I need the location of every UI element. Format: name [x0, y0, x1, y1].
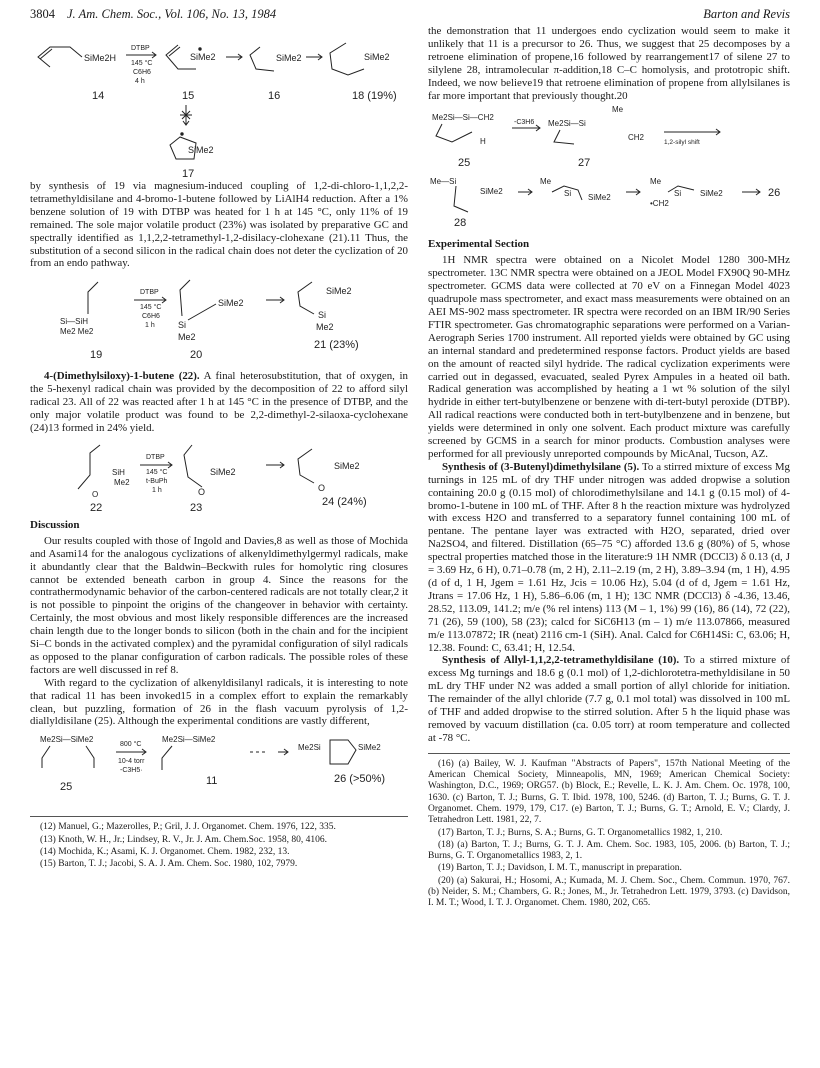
label-19: 19	[90, 349, 103, 362]
label-28: 28	[454, 217, 467, 230]
structure-24	[298, 449, 314, 483]
scheme5-h: H	[480, 137, 486, 147]
scheme2-mid-si2: Si	[178, 320, 187, 331]
structure-14	[38, 47, 82, 67]
structure-23	[184, 445, 202, 487]
footnote: (15) Barton, T. J.; Jacobi, S. A. J. Am. Chem. Soc. 1980, 102, 7979.	[40, 859, 298, 870]
label-20: 20	[190, 349, 203, 362]
scheme1-silyl-b: SiMe2	[276, 53, 302, 63]
label-22: 22	[90, 501, 103, 513]
scheme5-row2-i: •CH2	[650, 199, 669, 209]
scheme2-reactant-me: Me2 Me2	[60, 327, 94, 337]
label-16: 16	[268, 90, 281, 102]
footnotes-right	[428, 753, 790, 910]
footnote: (12) Manuel, G.; Mazerolles, P.; Gril, J. J. Organomet. Chem. 1976, 122, 335.	[40, 822, 336, 833]
scheme3-mid-si: SiMe2	[210, 466, 236, 477]
scheme1-cond-3: 4 h	[135, 78, 145, 85]
scheme2-cond-0: DTBP	[140, 289, 159, 297]
scheme-1	[30, 25, 408, 180]
scheme4-cond-2: -C3H5·	[120, 767, 143, 775]
scheme5-prod: Me2Si—Si	[548, 119, 586, 129]
paragraph: by synthesis of 19 via magnesium-induced coupling of 1,2-di-chloro-1,1,2,2-tetramethyldisilane and 4-bromo-1-butene followed by LiAlH4 reduction. After a 1% benzene solution of 19 with DTBP was heated for 1 h at 145 °C, only 11% of 19 remained. The sole major volatile product (23%) was isolated by preparative GC and spectrally identified as 1,1,2,2-tetramethyl-1,2-disilacy-clohexane (21).11 Thus, the substitution of a second silicon in the radical chain does not deter the cyclization of 20 from an endo pathway.	[30, 180, 408, 270]
footnote: (14) Mochida, K.; Asami, K. J. Organomet. Chem. 1982, 232, 13.	[40, 846, 290, 857]
structure-11	[162, 746, 172, 770]
structure-25	[42, 746, 94, 768]
scheme2-reactant-si: Si—SiH	[60, 317, 89, 327]
label-27: 27	[578, 157, 591, 170]
label-11: 11	[206, 775, 218, 788]
scheme5-prod-ch2: CH2	[628, 133, 645, 143]
label-17: 17	[182, 168, 195, 180]
scheme3-mid-o: O	[198, 486, 206, 497]
label-15: 15	[182, 90, 195, 102]
footnote: (16) (a) Bailey, W. J. Kaufman "Abstracts of Papers", 157th National Meeting of the American Chemical Society, Minneapolis, MN, 1969; American Chemical Society: Washington, D.C., 1969; ORG57. (b) Block, E.; Revelle, L. K. J. Am. Chem. Oc. 1978, 100, 1630. (c) Barton, T. J.; Burns, G. T. Ibid. 1978, 100, 5246. (d) Barton, T. J.; Burns, G. T. J. Organomet. Chem. 1979, 179, C17. (e) Barton, T. J.; Burns, G. T.; Arnold, E. V.; Clardy, J. Tetrahedron Lett. 1981, 22, 7.	[428, 758, 790, 826]
scheme5-shift: 1,2-silyl shift	[664, 139, 700, 147]
footnote: (13) Knoth, W. H., Jr.; Lindsey, R. V., Jr. J. Am. Chem.Soc. 1958, 80, 4106.	[40, 834, 327, 845]
paragraph: A final heterosubstitution, that of oxygen, in the 5-hexenyl radical chain was provided by the decomposition of 22 to afford silyl radical 23. All of 22 was reacted after 1 h at 145 °C in the presence of DTBP, and the only major volatile product was found to be 2,2-dimethyl-2-silaoxa-cyclohexane (24)13 formed in 24% yield.	[30, 370, 408, 434]
paragraph: Our results coupled with those of Ingold and Davies,8 as well as those of Mochida and Asami14 for the analogous cyclizations of alkenyldimethylgermyl radicals, make it abundantly clear that the Baldwin–Beckwith rules for homolytic ring closures cannot be extended beneath carbon in group 4. Since the reasons for the contrathermodynamic behavior of the carbon-centered radicals are not totally clear,2 it is not possible to pinpoint the origins of the changeover in behavior with certainty. Certainly, the most obvious and most likely responsible differences are the increased chain length due to the longer bonds to silicon (both in the chain and for the incipient Si–C bonds in the activated complex) and the pyramidal configuration of silyl radicals as opposed to the planar configuration of carbon radicals. The possible roles of these factors are well discussed in ref 8.	[30, 534, 408, 676]
scheme3-reactant-me: Me2	[114, 477, 130, 487]
left-column	[30, 25, 408, 872]
scheme3-reactant-o: O	[92, 489, 99, 499]
scheme5-row2-c: Me	[540, 177, 552, 187]
scheme4-cond-1: 10-4 torr	[118, 758, 145, 766]
scheme2-prod-me: Me2	[316, 322, 334, 333]
structure-26	[330, 740, 356, 764]
scheme5-row2-d: Si	[564, 189, 572, 199]
structure-19	[88, 282, 98, 314]
scheme-2	[30, 270, 408, 370]
paragraph: the demonstration that 11 undergoes endo cyclization would seem to make it unlikely that 11 is a precursor to 26. Thus, we suggest that 25 decomposes by a retroene elimination of propene,16 followed by rearrangement17 of silene 27 to silylene 28, intramolecular π-addition,18 C–C homolysis, and prototropic shift. Indeed, we now believe19 that retroene elimination of propene from allylsilanes is far more important that previously thought.20	[428, 25, 790, 102]
scheme3-prod-si: SiMe2	[334, 460, 360, 471]
scheme5-row2-g: Si	[674, 189, 682, 199]
paragraph: With regard to the cyclization of alkenyldisilanyl radicals, it is interesting to note that radical 11 has been invoked15 in a complex effort to explain the remarkably clean, but puzzling, formation of 26 in the flash vacuum pyrolysis of 1,2-diallyldisilane (25). Although the experimental conditions are vastly different,	[30, 676, 408, 728]
page-number: 3804	[30, 7, 55, 21]
right-column	[428, 25, 790, 911]
scheme2-cond-2: C6H6	[142, 313, 160, 321]
label-24: 24 (24%)	[322, 495, 367, 508]
scheme2-cond-1: 145 °C	[140, 304, 162, 312]
scheme1-cond-1: 145 °C	[131, 60, 153, 67]
footnote: (20) (a) Sakurai, H.; Hosomi, A.; Kumada, M. J. Chem. Soc., Chem. Commun. 1970, 767. (b) Neider, S. M.; Chambers, G. R.; Jones, M., Jr. Tetrahedron Lett. 1979, 3793. (c) Davidson, I. M. T.; Wood, I. T. J. Organomet. Chem. 1980, 202, C65.	[428, 875, 790, 909]
scheme4-mid: Me2Si—SiMe2	[162, 735, 216, 745]
structure-22	[78, 445, 100, 489]
scheme5-row2-a: Me—Si	[430, 177, 457, 187]
scheme2-cond-3: 1 h	[145, 322, 155, 330]
footnote: (18) (a) Barton, T. J.; Burns, G. T. J. Am. Chem. Soc. 1983, 105, 2006. (b) Barton, T. J.; Burns, G. T. Organometallics 1983, 2, 1.	[428, 839, 790, 862]
structure-25b	[436, 124, 472, 142]
scheme3-reactant-si: SiH	[112, 467, 125, 477]
scheme2-mid-si: SiMe2	[218, 298, 244, 309]
scheme1-silyl-a: SiMe2	[190, 52, 216, 62]
footnotes-left	[30, 816, 408, 870]
scheme4-prod-b: SiMe2	[358, 743, 381, 753]
scheme3-cond-2: t-BuPh	[146, 477, 168, 485]
scheme3-prod-o: O	[318, 482, 326, 493]
scheme4-prod-a: Me2Si	[298, 743, 321, 753]
structure-16	[250, 47, 274, 71]
label-25: 25	[60, 781, 73, 794]
section-heading: 4-(Dimethylsiloxy)-1-butene (22).	[44, 370, 200, 383]
structure-28	[454, 186, 468, 212]
scheme-3	[30, 435, 408, 513]
running-authors: Barton and Revis	[703, 7, 790, 21]
structure-20	[180, 280, 190, 316]
scheme5-reactant: Me2Si—Si—CH2	[432, 113, 494, 123]
scheme4-cond-0: 800 °C	[120, 741, 142, 749]
scheme5-row2-b: SiMe2	[480, 187, 503, 197]
scheme2-mid-me: Me2	[178, 332, 196, 343]
scheme1-cond-0: DTBP	[131, 45, 150, 52]
scheme5-cond: -C3H6	[514, 119, 535, 127]
paragraph: To a stirred mixture of excess Mg turnings in 125 mL of dry THF under nitrogen was added dropwise a solution containing 20.0 g (0.15 mol) of chlorodimethylsilane and 14.1 g (0.15 mol) of 4-bromo-1-butene in 100 mL of THF. After 8 h the reaction mixture was hydrolyzed with excess H2O and transferred to a separatory funnel containing 100 mL of pentane. The pentane layer was extracted with H2O, separated, dried over Na2SO4, and filtered. Distillation (65–75 °C) afforded 13.6 g (80%) of 5, whose spectral properties matched those in the literature:9 1H NMR (DCCl3) δ 0.13 (d, J = 3.69 Hz, 6 H), 0.71–0.78 (m, 2 H), 2.11–2.19 (m, 2 H), 3.89–3.94 (m, 1 H), 4.95 (d of d, 1 H, Jgem = 1.61 Hz, Jcis = 10.06 Hz), 5.04 (d of d, Jgem = 1.61 Hz, Jtrans = 17.06 Hz, 1 H), 5.86–6.06 (m, 1 H); 13C NMR (DCCl3) δ -4.36, 13.46, 28.52, 113.09, 141.2; m/e (% rel intens) 113 (M – 1, 1%) 99 (16), 86 (14), 72 (22), 71 (26), 59 (100), 58 (23); calcd for SiC6H13 (m – 1) m/e 113.07866, measured m/e 113.07872; IR (neat) 2116 cm-1 (SiH). Anal. Calcd for C6H14Si: C, 63.06; H, 12.38. Found: C, 63.41; H, 12.54.	[428, 460, 791, 654]
scheme2-prod-si2: Si	[318, 310, 327, 321]
paragraph: To a stirred mixture of excess Mg turnings and 18.6 g (0.1 mol) of 1,2-dichlorotetra-methyldisilane in 50 mL dry THF under N2 was added a small portion of allyl chloride for initiation. The remainder of the allyl chloride (7.7 g, 0.1 mol total) was dissolved in 100 mL of THF and added dropwise to the stirred solution. After 5 h the liquid phase was removed by vacuum distillation (ca. 0.05 torr) at room temperature and collected at -78 °C.	[428, 654, 791, 744]
structure-18	[330, 43, 364, 75]
scheme1-silyl-c: SiMe2	[364, 52, 390, 62]
scheme5-row2-j: 26	[768, 187, 781, 200]
structure-27	[554, 130, 574, 144]
scheme3-cond-3: 1 h	[152, 486, 162, 494]
scheme2-prod-si1: SiMe2	[326, 286, 352, 297]
subsection-heading: Synthesis of (3-Butenyl)dimethylsilane (5).	[442, 460, 640, 473]
subsection-heading: Synthesis of Allyl-1,1,2,2-tetramethyldisilane (10).	[442, 654, 680, 667]
scheme-5	[428, 102, 790, 232]
section-heading: Discussion	[30, 518, 80, 531]
section-heading: Experimental Section	[428, 238, 530, 251]
scheme3-cond-1: 145 °C	[146, 468, 168, 476]
label-21: 21 (23%)	[314, 339, 359, 352]
footnote: (17) Barton, T. J.; Burns, S. A.; Burns, G. T. Organometallics 1982, 1, 210.	[438, 827, 723, 838]
structure-21	[298, 282, 314, 314]
label-26: 26 (>50%)	[334, 773, 386, 786]
scheme1-cond-2: C6H6	[133, 69, 151, 76]
paragraph: 1H NMR spectra were obtained on a Nicolet Model 1280 300-MHz spectrometer. 13C NMR spectra were obtained on a JEOL Model FX90Q 90-MHz spectrometer. GCMS data were collected at 70 eV on a Finnegan Model 4023 quadrupole mass spectrometer, and exact mass measurements were obtained on an AEI MS-902 mass spectrometer. IR spectra were recorded on an IBM IR/90 Series FTIR spectrometer. Gas chromatographic separations were performed on a Varian-Aerograph Series 1700 instrument. All reported yields were obtained by GC using an internal standard and predetermined response factors. Product yields are based on the amount of reacted silyl hydride. The radical cyclization experiments were carried out in degassed, evacuated, sealed Pyrex Ampules in a heated oil bath. Radical generation was accomplished by heating a 1 wt % solution of the silyl hydride in either tert-butylbenzene or benzene with di-tert-butyl peroxide (DTBP). All radical reactions were conducted both in tert-butylbenzene and in benzene, but yields were determined in only one solvent. Each product mixture was carefully screened by GCMS in a search for minor products. Combustion analyses were performed for all previously unreported compounds by MicAnal, Tucson, AZ.	[428, 254, 790, 460]
scheme1-reactant-label: SiMe2H	[84, 53, 117, 63]
scheme3-cond-0: DTBP	[146, 453, 165, 461]
label-14: 14	[92, 90, 105, 102]
scheme5-row2-e: SiMe2	[588, 193, 611, 203]
page-header	[30, 7, 790, 25]
scheme5-row2-h: SiMe2	[700, 189, 723, 199]
scheme1-silyl-d: SiMe2	[188, 145, 214, 155]
scheme5-row2-f: Me	[650, 177, 662, 187]
label-23: 23	[190, 501, 203, 513]
scheme4-reactant: Me2Si—SiMe2	[40, 735, 94, 745]
footnote: (19) Barton, T. J.; Davidson, I. M. T., manuscript in preparation.	[438, 863, 682, 874]
scheme-4	[30, 728, 408, 808]
label-25r: 25	[458, 157, 471, 170]
label-18: 18 (19%)	[352, 90, 397, 102]
journal-citation: J. Am. Chem. Soc., Vol. 106, No. 13, 1984	[67, 7, 277, 21]
scheme5-prod-me: Me	[612, 105, 624, 115]
